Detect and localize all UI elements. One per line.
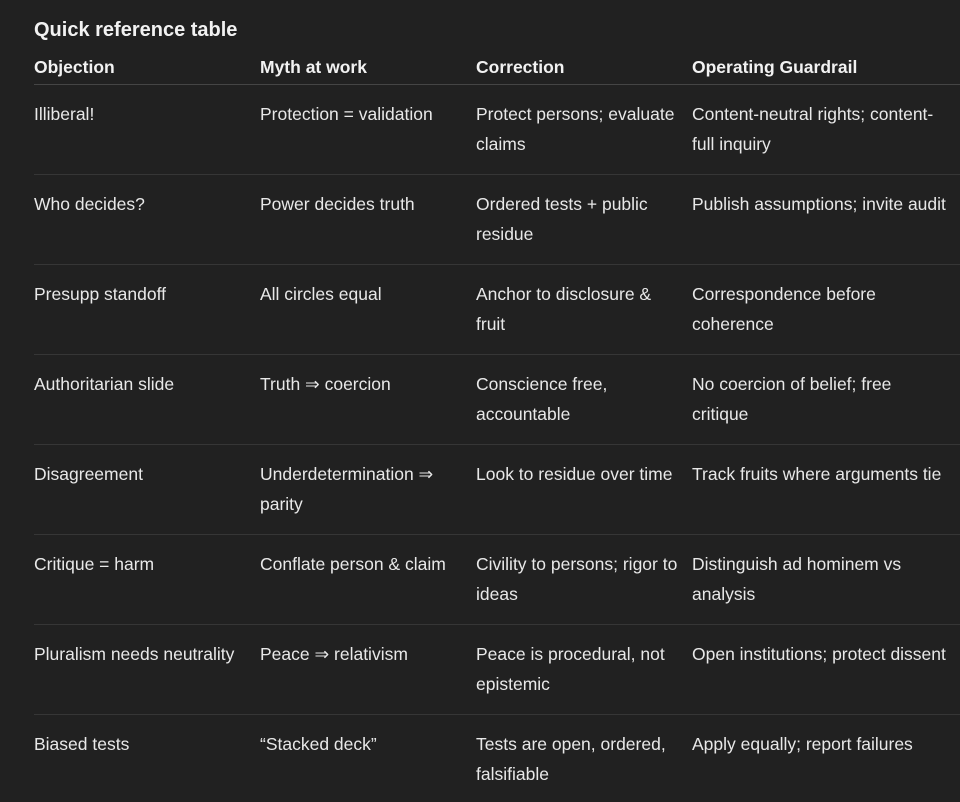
section-title: Quick reference table xyxy=(34,19,238,41)
cell-myth: Peace ⇒ relativism xyxy=(260,625,476,715)
header-operating-guardrail: Operating Guardrail xyxy=(692,52,960,85)
cell-objection: Presupp standoff xyxy=(34,265,260,355)
table-row xyxy=(34,355,960,445)
header-objection: Objection xyxy=(34,52,260,85)
header-myth-at-work: Myth at work xyxy=(260,52,476,85)
cell-guardrail: Content-neutral rights; content-full inquiry xyxy=(692,85,960,175)
table-row xyxy=(34,175,960,265)
table-row xyxy=(34,715,960,802)
cell-guardrail: No coercion of belief; free critique xyxy=(692,355,960,445)
cell-myth: Underdetermination ⇒ parity xyxy=(260,445,476,535)
cell-myth: All circles equal xyxy=(260,265,476,355)
cell-myth: Power decides truth xyxy=(260,175,476,265)
cell-guardrail: Distinguish ad hominem vs analysis xyxy=(692,535,960,625)
cell-myth: Protection = validation xyxy=(260,85,476,175)
cell-guardrail: Track fruits where arguments tie xyxy=(692,445,960,535)
cell-objection: Biased tests xyxy=(34,734,130,754)
reference-table xyxy=(34,52,960,802)
cell-correction: Ordered tests + public residue xyxy=(476,175,692,265)
cell-objection: Illiberal! xyxy=(34,85,260,175)
cell-correction: Tests are open, ordered, falsifiable xyxy=(476,734,666,784)
table-row xyxy=(34,85,960,175)
table-row xyxy=(34,625,960,715)
cell-correction: Conscience free, accountable xyxy=(476,355,692,445)
cell-correction: Protect persons; evaluate claims xyxy=(476,85,692,175)
table-header-row xyxy=(34,52,960,85)
cell-myth: Conflate person & claim xyxy=(260,535,476,625)
cell-objection: Pluralism needs neutrality xyxy=(34,625,260,715)
header-correction: Correction xyxy=(476,52,692,85)
cell-myth: “Stacked deck” xyxy=(260,734,377,754)
cell-guardrail: Apply equally; report failures xyxy=(692,734,913,754)
cell-guardrail: Correspondence before coherence xyxy=(692,265,960,355)
cell-correction: Look to residue over time xyxy=(476,445,692,535)
cell-objection: Who decides? xyxy=(34,175,260,265)
cell-myth: Truth ⇒ coercion xyxy=(260,355,476,445)
cell-objection: Authoritarian slide xyxy=(34,355,260,445)
cell-objection: Critique = harm xyxy=(34,535,260,625)
cell-objection: Disagreement xyxy=(34,445,260,535)
cell-guardrail: Open institutions; protect dissent xyxy=(692,625,960,715)
table-row xyxy=(34,535,960,625)
table-row xyxy=(34,445,960,535)
cell-guardrail: Publish assumptions; invite audit xyxy=(692,175,960,265)
cell-correction: Civility to persons; rigor to ideas xyxy=(476,535,692,625)
cell-correction: Peace is procedural, not epistemic xyxy=(476,625,692,715)
table-row xyxy=(34,265,960,355)
cell-correction: Anchor to disclosure & fruit xyxy=(476,265,692,355)
